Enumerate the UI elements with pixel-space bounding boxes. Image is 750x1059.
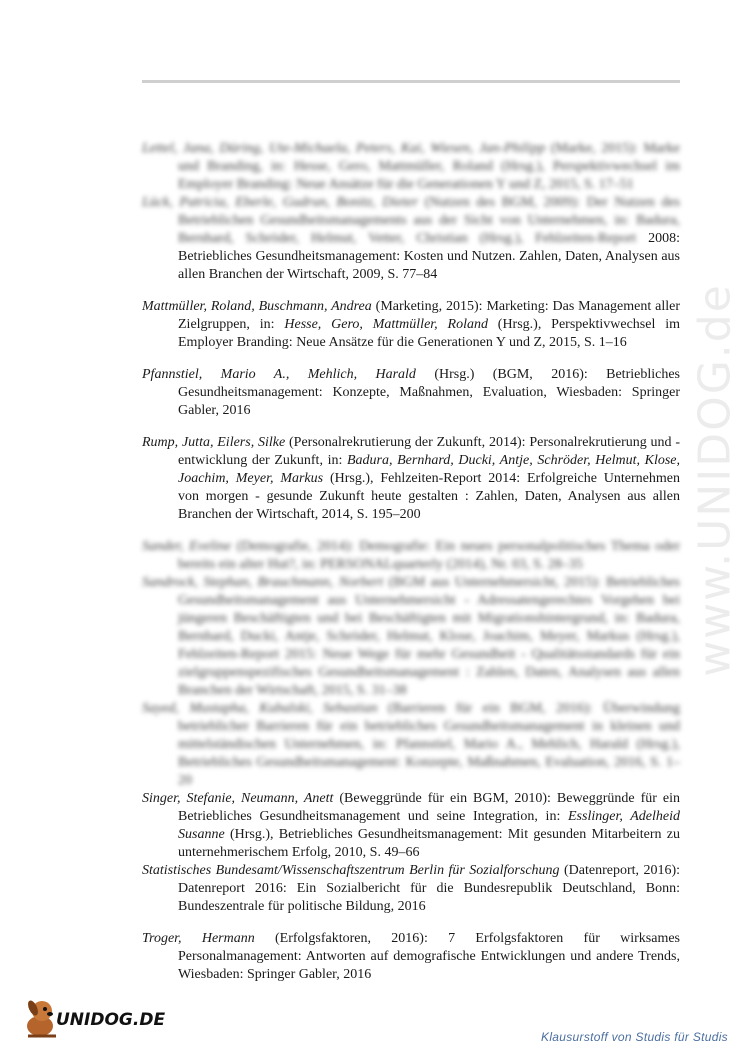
- reference-text: (Marketing, 2015): Marketing: Das Management aller Zielgruppen, in:: [178, 299, 680, 332]
- reference-list: [142, 140, 680, 998]
- reference-entry-destatis: [142, 862, 680, 916]
- unidog-logo[interactable]: [22, 996, 166, 1040]
- watermark-text: www.UNIDOG.de: [690, 283, 740, 677]
- reference-text: (Datenreport, 2016): Datenreport 2016: Ein Sozialbericht für die Bundesrepublik Deutschland, Bonn: Bundeszentrale für politische Bildung, 2016: [178, 863, 680, 914]
- reference-text: (Personalrekrutierung der Zukunft, 2014): Personalrekrutierung und -entwicklung der Zukunft, in:: [178, 435, 680, 468]
- reference-authors: Sayed, Mustapha, Kubalski, Sebastian: [142, 701, 378, 716]
- reference-entry-rump: [142, 434, 680, 524]
- reference-text-clear: 2008: Betriebliches Gesundheitsmanagement: Kosten und Nutzen. Zahlen, Daten, Analysen aus allen Branchen der Wirtschaft, 2009, S. 77–84: [178, 231, 680, 282]
- reference-authors: Lettel, Jana, Düring, Ute-Michaela, Peters, Kai, Wiesen, Jan-Philipp: [142, 141, 546, 156]
- reference-text: (Barrieren für ein BGM, 2016): Überwindung betrieblicher Barrieren für ein betriebliches Gesundheitsmanagement in kleinen und mittelständischen Unternehmen, in: Pfannstiel, Mario A., Mehlich, Harald (Hrsg.), Betriebliches Gesundheitsmanagement: Konzepte, Maßnahmen, Evaluation, 2016, S. 1–20: [178, 701, 680, 788]
- reference-text: (Beweggründe für ein BGM, 2010): Beweggründe für ein Betriebliches Gesundheitsmanagement und seine Integration, in:: [178, 791, 680, 824]
- reference-authors: Singer, Stefanie, Neumann, Anett: [142, 791, 334, 806]
- reference-authors: Statistisches Bundesamt/Wissenschaftszentrum Berlin für Sozialforschung: [142, 863, 560, 878]
- reference-authors: Mattmüller, Roland, Buschmann, Andrea: [142, 299, 372, 314]
- watermark: [690, 220, 740, 740]
- reference-text: (Hrsg.), Betriebliches Gesundheitsmanagement: Mit gesunden Mitarbeitern zu unternehmerischem Erfolg, 2010, S. 49–66: [178, 827, 680, 860]
- reference-entry-sander: [142, 538, 680, 574]
- reference-entry-lueck: [142, 194, 680, 284]
- reference-entry-sayed: [142, 700, 680, 790]
- reference-text: (BGM aus Unternehmersicht, 2015): Betriebliches Gesundheitsmanagement aus Unternehmersicht - Adressatengerechtes Vorgehen bei jüngeren Beschäftigten und bei Beschäftigten mit Migrationshintergrund, in: Badura, Bernhard, Ducki, Antje, Schröder, Helmut, Klose, Joachim, Meyer, Markus (Hrsg.), Fehlzeiten-Report 2015: Neue Wege für mehr Gesundheit - Qualitätsstandards für ein zielgruppenspezifisches Gesundheitsmanagement : Zahlen, Daten, Analysen aus allen Branchen der Wirtschaft, 2015, S. 31–38: [178, 575, 681, 698]
- reference-authors: Pfannstiel, Mario A., Mehlich, Harald: [142, 367, 416, 382]
- reference-text: (Marke, 2015): Marke und Branding, in: Hesse, Gero, Mattmüller, Roland (Hrsg.), Perspektivwechsel im Employer Branding: Neue Ansätze für die Generationen Y und Z, 2015, S. 17–51: [178, 141, 680, 192]
- reference-authors: Troger, Hermann: [142, 931, 255, 946]
- reference-entry-lettel: [142, 140, 680, 194]
- reference-text: (Erfolgsfaktoren, 2016): 7 Erfolgsfaktoren für wirksames Personalmanagement: Antworten auf demografische Entwicklungen und andere Trends, Wiesbaden: Springer Gabler, 2016: [178, 931, 681, 982]
- reference-editors: Badura, Bernhard, Ducki, Antje, Schröder, Helmut, Klose, Joachim, Meyer, Markus: [178, 453, 680, 486]
- reference-entry-mattmueller: [142, 298, 680, 352]
- reference-entry-singer: [142, 790, 680, 862]
- reference-authors: Lück, Patricia, Eberle, Gudrun, Bonitz, Dieter: [142, 195, 419, 210]
- reference-authors: Sandrock, Stephan, Brauchmann, Norbert: [142, 575, 384, 590]
- reference-authors: Rump, Jutta, Eilers, Silke: [142, 435, 286, 450]
- reference-text: (Hrsg.) (BGM, 2016): Betriebliches Gesundheitsmanagement: Konzepte, Maßnahmen, Evaluation, Wiesbaden: Springer Gabler, 2016: [178, 367, 680, 418]
- reference-text: (Nutzen des BGM, 2009): Der Nutzen des Betrieblichen Gesundheitsmanagements aus der Sicht von Unternehmen, in: Badura, Bernhard, Schröder, Helmut, Vetter, Christian (Hrsg.), Fehlzeiten-Report: [178, 195, 680, 246]
- reference-entry-troger: [142, 930, 680, 984]
- reference-text: (Hrsg.), Perspektivwechsel im Employer Branding: Neue Ansätze für die Generationen Y und Z, 2015, S. 1–16: [178, 317, 680, 350]
- reference-authors: Sander, Eveline: [142, 539, 232, 554]
- footer-tagline: Klausurstoff von Studis für Studis: [541, 1030, 728, 1044]
- reference-editors: Esslinger, Adelheid Susanne: [178, 809, 680, 842]
- reference-text: (Hrsg.), Fehlzeiten-Report 2014: Erfolgreiche Unternehmen von morgen - gesunde Zukunft heute gestalten : Zahlen, Daten, Analysen aus allen Branchen der Wirtschaft, 2014, S. 195–200: [178, 471, 680, 522]
- logo-text: UNIDOG.DE: [56, 1010, 166, 1030]
- reference-editors: Hesse, Gero, Mattmüller, Roland: [284, 317, 488, 332]
- reference-entry-sandrock: [142, 574, 680, 700]
- header-rule: [142, 80, 680, 83]
- reference-entry-pfannstiel: [142, 366, 680, 420]
- reference-text: (Demografie, 2014): Demografie: Ein neues personalpolitisches Thema oder bereits ein alter Hut?, in: PERSONALquarterly (2014), Nr. 03, S. 28–35: [178, 539, 680, 572]
